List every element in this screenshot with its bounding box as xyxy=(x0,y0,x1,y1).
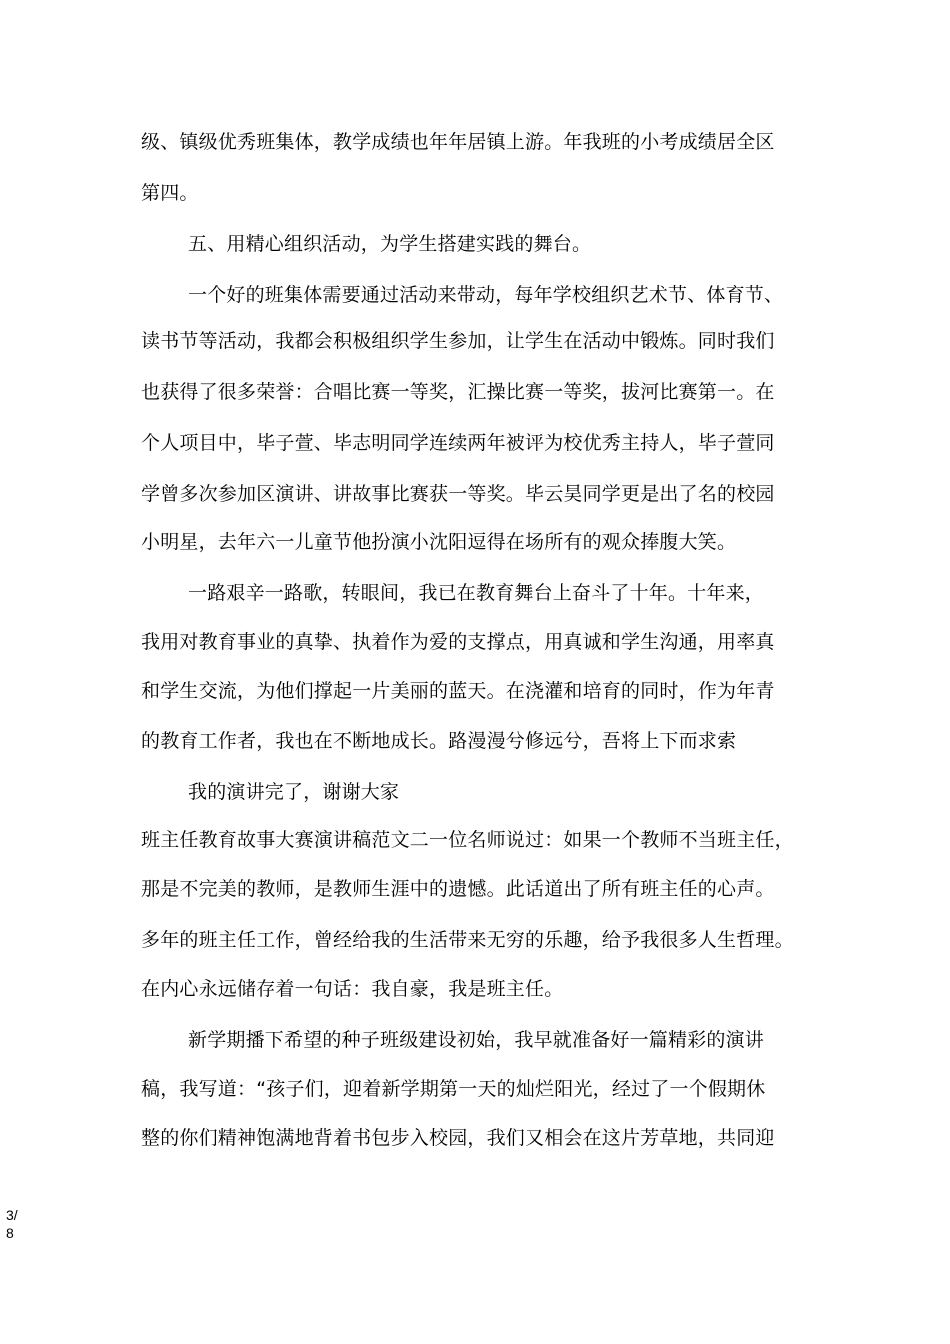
text-line: 个人项目中，毕子萱、毕志明同学连续两年被评为校优秀主持人，毕子萱同 xyxy=(141,432,775,454)
text-line: 和学生交流，为他们撑起一片美丽的蓝天。在浇灌和培育的同时，作为年青 xyxy=(141,680,775,702)
page-number: 3/ 8 xyxy=(6,1207,18,1241)
text-line: 新学期播下希望的种子班级建设初始，我早就准备好一篇精彩的演讲 xyxy=(188,1029,765,1051)
text-line: 班主任教育故事大赛演讲稿范文二一位名师说过：如果一个教师不当班主任， xyxy=(141,829,794,851)
text-line: 一路艰辛一路歌，转眼间，我已在教育舞台上奋斗了十年。十年来， xyxy=(188,582,765,604)
text-line: 小明星，去年六一儿童节他扮演小沈阳逗得在场所有的观众捧腹大笑。 xyxy=(141,531,737,553)
text-line: 在内心永远储存着一句话：我自豪，我是班主任。 xyxy=(141,978,564,1000)
text-line: 第四。 xyxy=(141,182,199,204)
text-line: 稿，我写道：“孩子们，迎着新学期第一天的灿烂阳光，经过了一个假期休 xyxy=(141,1078,766,1100)
text-line: 学曾多次参加区演讲、讲故事比赛获一等奖。毕云昊同学更是出了名的校园 xyxy=(141,483,775,505)
section-heading: 五、用精心组织活动，为学生搭建实践的舞台。 xyxy=(188,233,592,255)
text-line: 整的你们精神饱满地背着书包步入校园，我们又相会在这片芳草地，共同迎 xyxy=(141,1127,775,1149)
text-line: 的教育工作者，我也在不断地成长。路漫漫兮修远兮，吾将上下而求索 xyxy=(141,730,737,752)
text-line: 也获得了很多荣誉：合唱比赛一等奖，汇操比赛一等奖，拔河比赛第一。在 xyxy=(141,381,775,403)
text-line: 一个好的班集体需要通过活动来带动，每年学校组织艺术节、体育节、 xyxy=(188,284,784,306)
text-line: 多年的班主任工作，曾经给我的生活带来无穷的乐趣，给予我很多人生哲理。 xyxy=(141,929,794,951)
text-line: 那是不完美的教师，是教师生涯中的遗憾。此话道出了所有班主任的心声。 xyxy=(141,878,775,900)
text-line: 我用对教育事业的真挚、执着作为爱的支撑点，用真诚和学生沟通，用率真 xyxy=(141,631,775,653)
text-line: 读书节等活动，我都会积极组织学生参加，让学生在活动中锻炼。同时我们 xyxy=(141,330,775,352)
text-line: 级、镇级优秀班集体，教学成绩也年年居镇上游。年我班的小考成绩居全区 xyxy=(141,131,775,153)
text-line: 我的演讲完了，谢谢大家 xyxy=(188,781,400,803)
